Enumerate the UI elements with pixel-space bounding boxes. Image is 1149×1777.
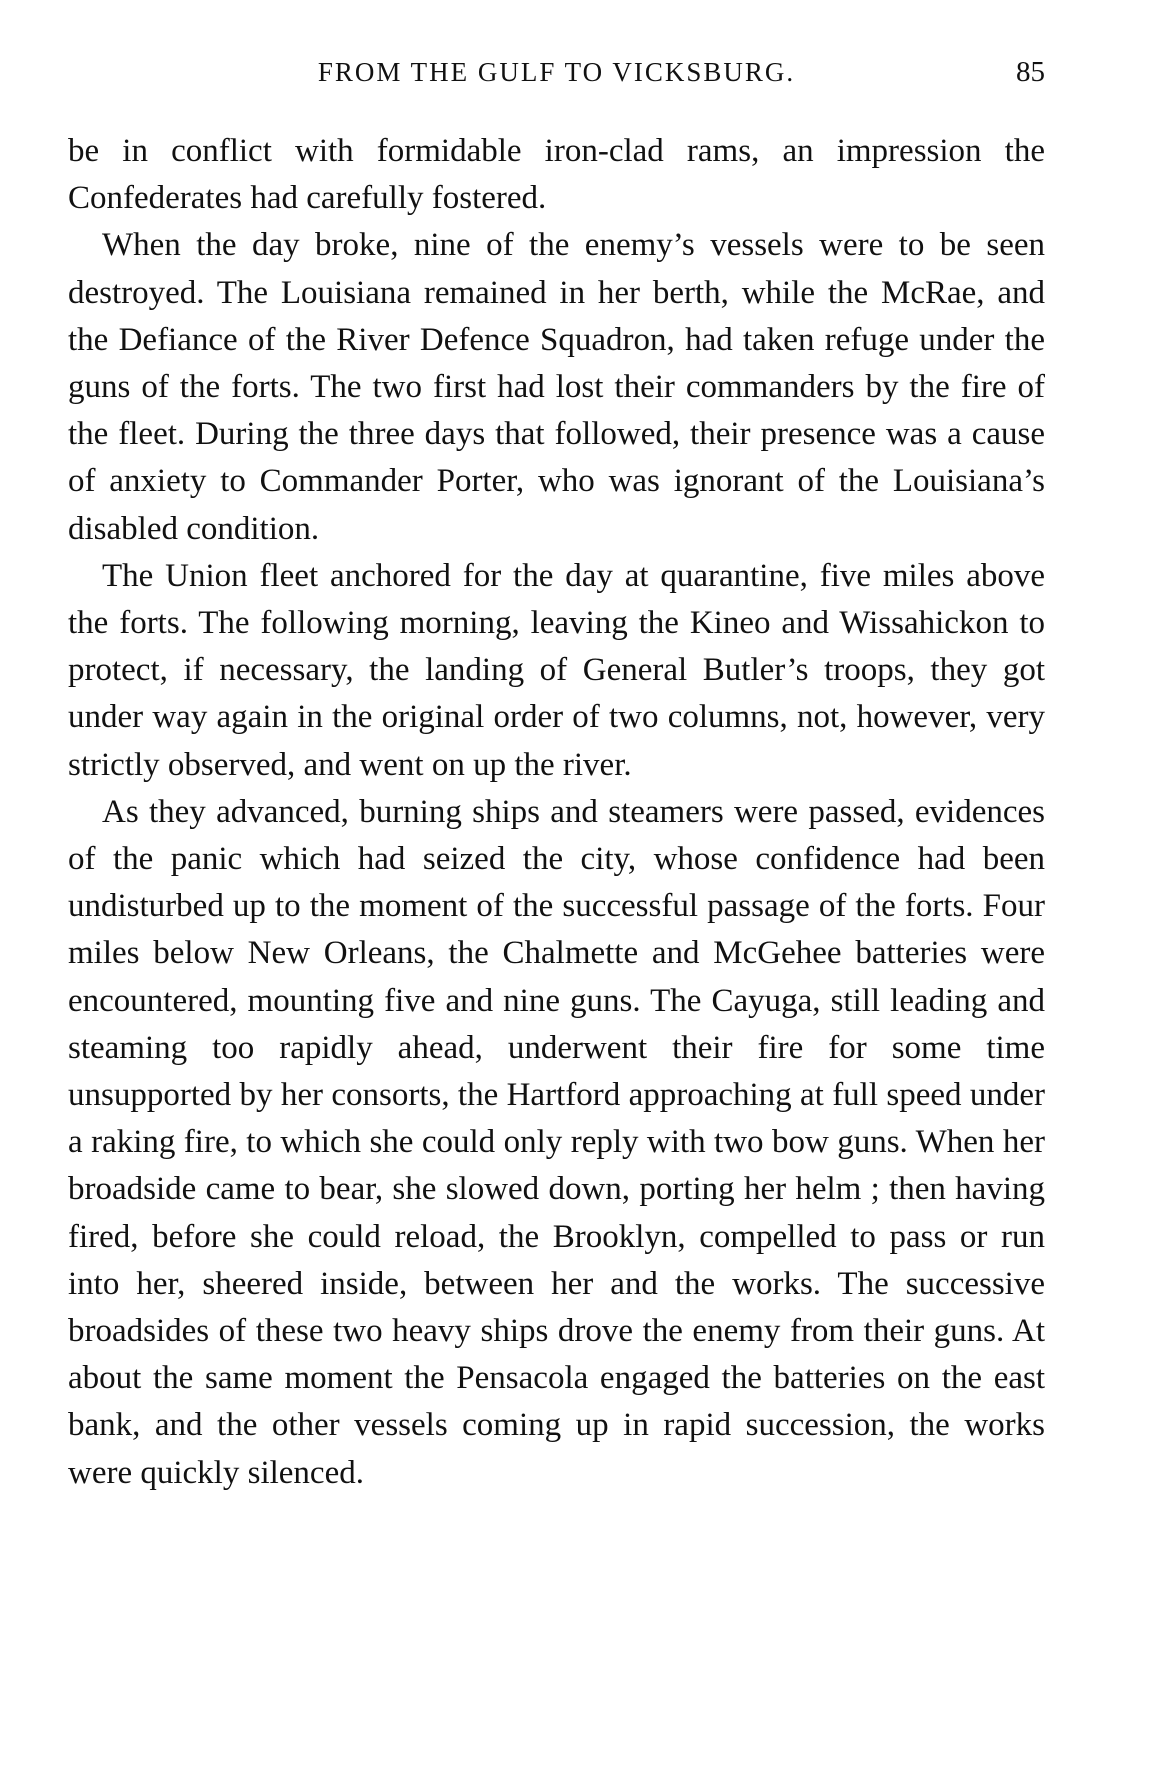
running-title: FROM THE GULF TO VICKSBURG.	[317, 57, 796, 87]
paragraph-continued: be in conflict with formidable iron-clad rams, an impression the Confederates had carefully fostered.	[68, 133, 1045, 217]
running-head	[68, 52, 1045, 92]
page-number: 85	[1016, 56, 1045, 88]
paragraph: The Union fleet anchored for the day at quarantine, five miles above the forts. The following morning, leaving the Kineo and Wissahickon to protect, if necessary, the landing of General Butler’s troops, they got under way again in the original order of two columns, not, however, very strictly observed, and went on up the river.	[68, 557, 1045, 783]
paragraph: As they advanced, burning ships and steamers were passed, evidences of the panic which had seized the city, whose confidence had been undisturbed up to the moment of the successful passage of the forts. Four miles below New Orleans, the Chalmette and McGehee batteries were encountered, mounting five and nine guns. The Cayuga, still leading and steaming too rapidly ahead, underwent their fire for some time unsupported by her consorts, the Hartford approaching at full speed under a raking fire, to which she could only reply with two bow guns. When her broadside came to bear, she slowed down, porting her helm ; then having fired, before she could reload, the Brooklyn, compelled to pass or run into her, sheered inside, between her and the works. The successive broadsides of these two heavy ships drove the enemy from their guns. At about the same moment the Pensacola engaged the batteries on the east bank, and the other vessels coming up in rapid succession, the works were quickly silenced.	[68, 793, 1045, 1491]
paragraph: When the day broke, nine of the enemy’s vessels were to be seen destroyed. The Louisiana remained in her berth, while the McRae, and the Defiance of the River Defence Squadron, had taken refuge under the guns of the forts. The two first had lost their commanders by the fire of the fleet. During the three days that followed, their presence was a cause of anxiety to Commander Porter, who was ignorant of the Louisiana’s disabled condition.	[68, 227, 1045, 547]
body-text	[68, 128, 1045, 1497]
